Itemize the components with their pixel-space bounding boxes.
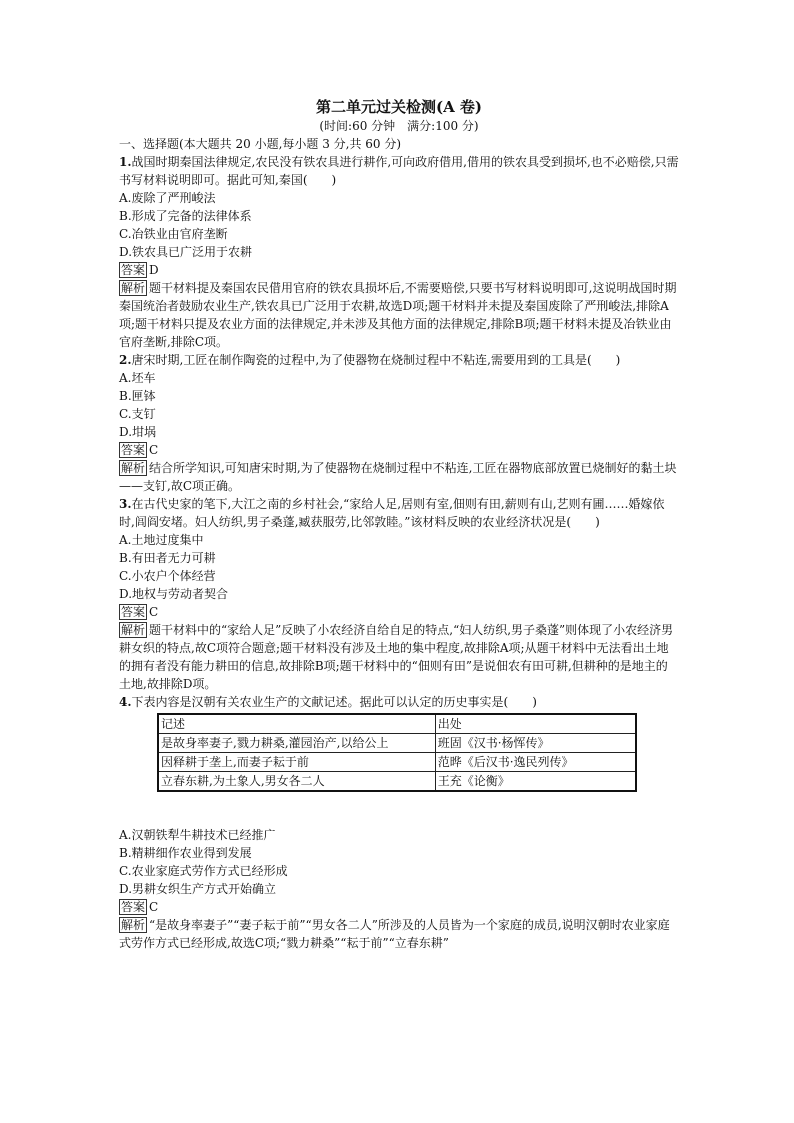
table-cell: 范晔《后汉书·逸民列传》 — [435, 753, 636, 772]
option-d: D.铁农具已广泛用于农耕 — [119, 245, 253, 259]
option-a: A.废除了严刑峻法 — [119, 191, 216, 205]
answer-line — [119, 898, 679, 916]
table-row — [158, 753, 636, 772]
table-cell: 是故身率妻子,戮力耕桑,灌园治产,以给公上 — [158, 734, 435, 753]
answer-line — [119, 603, 679, 621]
answer-tag: 答案 — [121, 605, 146, 619]
analysis-line — [119, 621, 679, 693]
analysis-text: 题干材料中的“家给人足”反映了小农经济自给自足的特点,“妇人纺织,男子桑蓬”则体现了小农经济男耕女织的特点,故C项符合题意;题干材料没有涉及土地的集中程度,故排除A项;从题干材料中无法看出土地的拥有者没有能力耕田的信息,故排除B项;题干材料中的“佃则有田”是说佃农有田可耕,但耕种的是地主的土地,故排除D项。 — [119, 623, 674, 691]
question-number: 2. — [119, 353, 132, 367]
section-heading: 一、选择题(本大题共 20 小题,每小题 3 分,共 60 分) — [119, 137, 402, 151]
question-text: 下表内容是汉朝有关农业生产的文献记述。据此可以认定的历史事实是( ) — [131, 695, 537, 709]
answer-tag: 答案 — [121, 263, 146, 277]
question-2 — [119, 351, 679, 495]
answer-line — [119, 441, 679, 459]
option-d: D.坩埚 — [119, 425, 157, 439]
analysis-text: 题干材料提及秦国农民借用官府的铁农具损坏后,不需要赔偿,只要书写材料说明即可,这说明战国时期秦国统治者鼓励农业生产,铁农具已广泛用于农耕,故选D项;题干材料并未提及秦国废除了严刑峻法,排除A项;题干材料只提及农业方面的法律规定,并未涉及其他方面的法律规定,排除B项;题干材料未提及冶铁业由官府垄断,排除C项。 — [119, 281, 677, 349]
document-page — [119, 96, 679, 952]
question-stem — [119, 153, 679, 189]
question-number: 4. — [119, 695, 132, 709]
question-stem — [119, 351, 679, 369]
question-number: 1. — [119, 155, 132, 169]
table-row — [158, 772, 636, 792]
source-table — [157, 713, 637, 792]
table-cell: 班固《汉书·杨恽传》 — [435, 734, 636, 753]
question-text: 战国时期秦国法律规定,农民没有铁农具进行耕作,可向政府借用,借用的铁农具受到损坏,也不必赔偿,只需书写材料说明即可。据此可知,秦国( ) — [119, 155, 679, 187]
option-c: C.支钉 — [119, 407, 156, 421]
answer-tag: 答案 — [121, 900, 146, 914]
option-a: A.汉朝铁犁牛耕技术已经推广 — [119, 828, 276, 842]
table-header-cell: 记述 — [158, 714, 435, 734]
exam-meta: (时间:60 分钟 满分:100 分) — [319, 119, 479, 133]
analysis-tag: 解析 — [121, 461, 146, 475]
question-number: 3. — [119, 497, 132, 511]
spacer — [119, 792, 679, 826]
table-cell: 立春东耕,为土象人,男女各二人 — [158, 772, 435, 792]
question-text: 在古代史家的笔下,大江之南的乡村社会,“家给人足,居则有室,佃则有田,薪则有山,艺则有圃……婚嫁依时,闾阎安堵。妇人纺织,男子桑蓬,臧获服劳,比邻敦睦。”该材料反映的农业经济状况是( ) — [119, 497, 665, 529]
answer-value: C — [149, 605, 159, 619]
option-a: A.土地过度集中 — [119, 533, 204, 547]
question-3 — [119, 495, 679, 693]
table-row — [158, 734, 636, 753]
analysis-tag: 解析 — [121, 918, 146, 932]
option-a: A.坯车 — [119, 371, 156, 385]
analysis-line — [119, 459, 679, 495]
answer-value: C — [149, 443, 159, 457]
option-b: B.精耕细作农业得到发展 — [119, 846, 252, 860]
option-d: D.男耕女织生产方式开始确立 — [119, 882, 277, 896]
question-stem — [119, 693, 679, 711]
answer-value: D — [149, 263, 159, 277]
analysis-tag: 解析 — [121, 623, 146, 637]
table-cell: 因释耕于垄上,而妻子耘于前 — [158, 753, 435, 772]
question-stem — [119, 495, 679, 531]
option-b: B.形成了完备的法律体系 — [119, 209, 252, 223]
page-title: 第二单元过关检测(A 卷) — [315, 98, 483, 116]
question-4 — [119, 693, 679, 952]
question-text: 唐宋时期,工匠在制作陶瓷的过程中,为了使器物在烧制过程中不粘连,需要用到的工具是( ) — [131, 353, 621, 367]
table-cell: 王充《论衡》 — [435, 772, 636, 792]
answer-value: C — [149, 900, 159, 914]
analysis-line — [119, 916, 679, 952]
table-header-row — [158, 714, 636, 734]
analysis-tag: 解析 — [121, 281, 146, 295]
answer-tag: 答案 — [121, 443, 146, 457]
option-c: C.小农户个体经营 — [119, 569, 216, 583]
question-1 — [119, 153, 679, 351]
option-b: B.有田者无力可耕 — [119, 551, 216, 565]
option-b: B.匣钵 — [119, 389, 156, 403]
option-d: D.地权与劳动者契合 — [119, 587, 229, 601]
option-c: C.冶铁业由官府垄断 — [119, 227, 228, 241]
analysis-line — [119, 279, 679, 351]
table-header-cell: 出处 — [435, 714, 636, 734]
analysis-text: “是故身率妻子”“妻子耘于前”“男女各二人”所涉及的人员皆为一个家庭的成员,说明汉朝时农业家庭式劳作方式已经形成,故选C项;“戮力耕桑”“耘于前”“立春东耕” — [119, 918, 670, 950]
analysis-text: 结合所学知识,可知唐宋时期,为了使器物在烧制过程中不粘连,工匠在器物底部放置已烧制好的黏土块——支钉,故C项正确。 — [119, 461, 677, 493]
answer-line — [119, 261, 679, 279]
option-c: C.农业家庭式劳作方式已经形成 — [119, 864, 288, 878]
